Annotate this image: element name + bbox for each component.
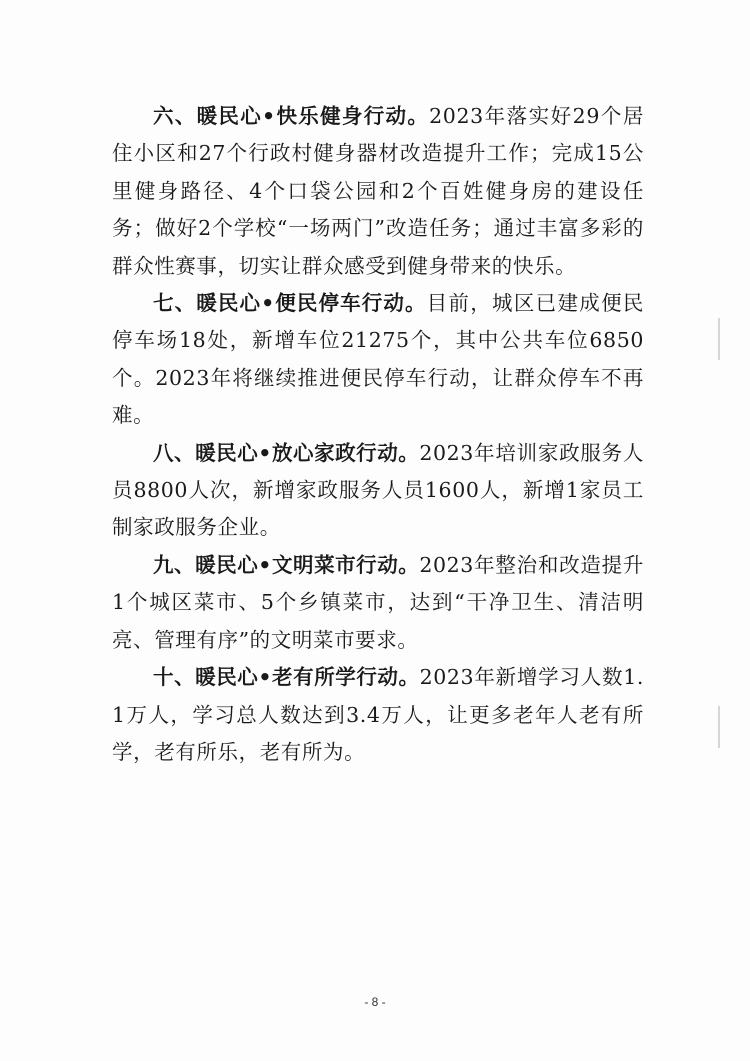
paragraph-text: 2023年新增学习人数1.1万人，学习总人数达到3.4万人，让更多老年人老有所学，老有所乐，老有所为。 xyxy=(112,665,645,764)
binding-mark xyxy=(718,318,720,360)
paragraph-market xyxy=(112,547,644,659)
paragraph-text: 2023年培训家政服务人员8800人次，新增家政服务人员1600人，新增1家员工制家政服务企业。 xyxy=(112,440,644,540)
paragraph-fitness xyxy=(112,98,644,285)
document-body xyxy=(112,98,644,771)
paragraph-elderly-learning xyxy=(112,659,644,771)
paragraph-text: 目前，城区已建成便民停车场18处，新增车位21275个，其中公共车位6850个。2023年将继续推进便民停车行动，让群众停车不再难。 xyxy=(112,291,644,428)
paragraph-heading: 八、暖民心•放心家政行动。 xyxy=(153,440,420,465)
paragraph-heading: 六、暖民心•快乐健身行动。 xyxy=(153,104,430,128)
binding-mark xyxy=(718,706,720,748)
paragraph-heading: 七、暖民心•便民停车行动。 xyxy=(153,291,427,316)
paragraph-text: 2023年落实好29个居住小区和27个行政村健身器材改造提升工作；完成15公里健身路径、4个口袋公园和2个百姓健身房的建设任务；做好2个学校“一场两门”改造任务；通过丰富多彩的群众性赛事，切实让群众感受到健身带来的快乐。 xyxy=(112,104,644,278)
paragraph-parking xyxy=(112,285,644,435)
paragraph-text: 2023年整治和改造提升1个城区菜市、5个乡镇菜市，达到“干净卫生、清洁明亮、管理有序”的文明菜市要求。 xyxy=(112,552,644,652)
paragraph-heading: 九、暖民心•文明菜市行动。 xyxy=(153,552,420,577)
page-number: - 8 - xyxy=(364,995,386,1009)
paragraph-heading: 十、暖民心•老有所学行动。 xyxy=(153,665,420,690)
paragraph-housekeeping xyxy=(112,435,644,547)
